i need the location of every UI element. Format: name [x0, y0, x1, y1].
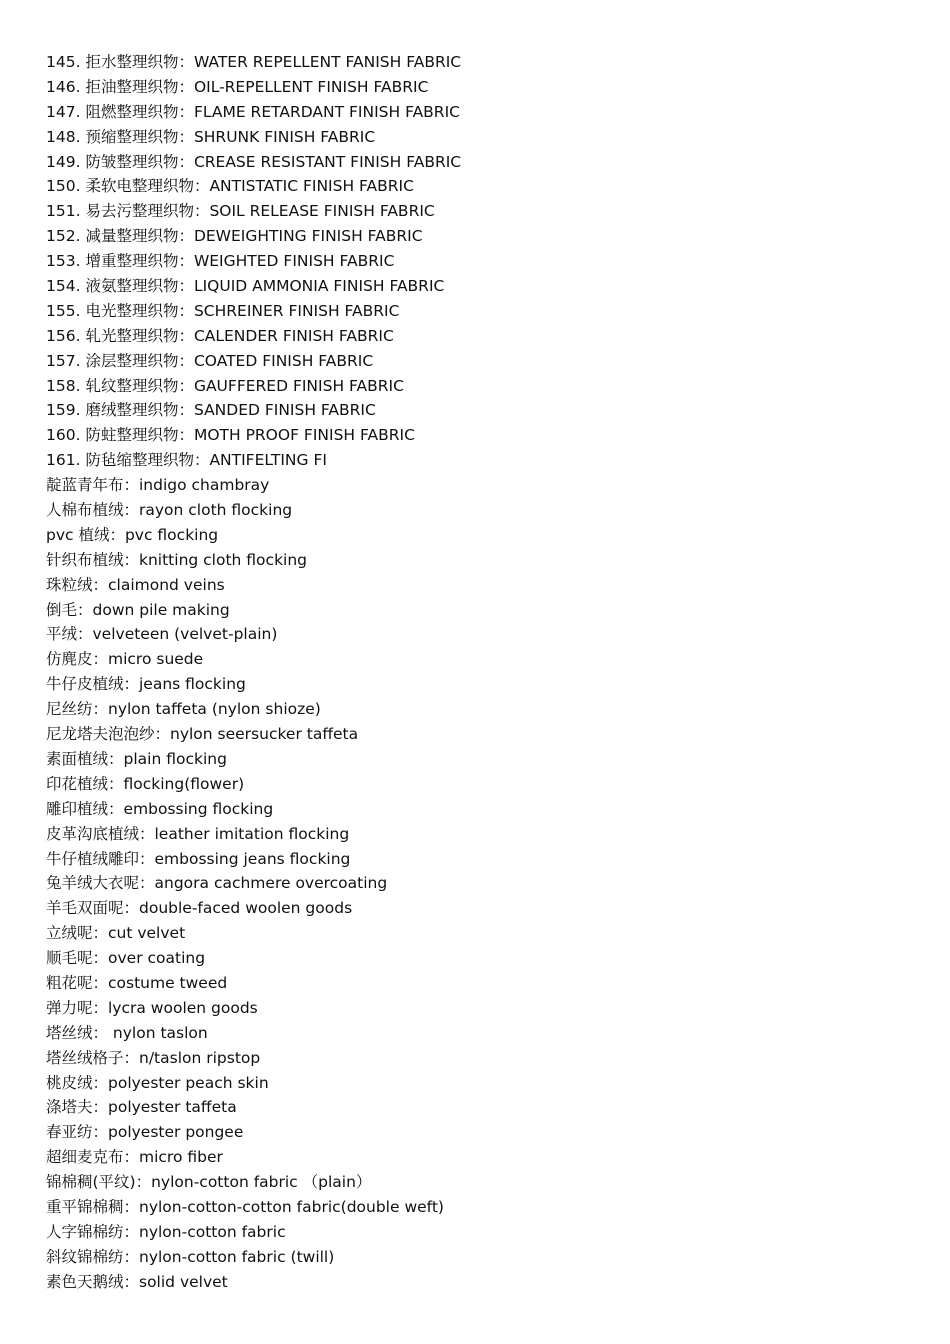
glossary-line: pvc 植绒：pvc flocking	[46, 525, 219, 544]
glossary-line: 148. 预缩整理织物：SHRUNK FINISH FABRIC	[46, 127, 376, 146]
glossary-line: 仿麂皮：micro suede	[46, 650, 204, 669]
glossary-line: 兔羊绒大衣呢：angora cachmere overcoating	[46, 874, 388, 893]
glossary-line: 147. 阻燃整理织物：FLAME RETARDANT FINISH FABRIC	[46, 102, 460, 121]
glossary-line: 牛仔皮植绒：jeans flocking	[46, 675, 246, 694]
glossary-list	[46, 50, 461, 1295]
glossary-line: 粗花呢：costume tweed	[46, 973, 228, 992]
glossary-line: 尼丝纺：nylon taffeta (nylon shioze)	[46, 700, 321, 719]
glossary-line: 立绒呢：cut velvet	[46, 924, 186, 943]
glossary-line: 印花植绒：flocking(flower)	[46, 774, 245, 793]
glossary-line: 146. 拒油整理织物：OIL-REPELLENT FINISH FABRIC	[46, 77, 429, 96]
glossary-line: 涤塔夫：polyester taffeta	[46, 1098, 237, 1117]
glossary-line: 160. 防蛀整理织物：MOTH PROOF FINISH FABRIC	[46, 426, 415, 445]
glossary-line: 素色天鹅绒：solid velvet	[46, 1272, 228, 1291]
glossary-line: 153. 增重整理织物：WEIGHTED FINISH FABRIC	[46, 252, 395, 271]
glossary-line: 156. 轧光整理织物：CALENDER FINISH FABRIC	[46, 326, 394, 345]
glossary-line: 斜纹锦棉纺：nylon-cotton fabric (twill)	[46, 1247, 335, 1266]
glossary-line: 桃皮绒：polyester peach skin	[46, 1073, 269, 1092]
glossary-line: 155. 电光整理织物：SCHREINER FINISH FABRIC	[46, 301, 400, 320]
glossary-line: 149. 防皱整理织物：CREASE RESISTANT FINISH FABRIC	[46, 152, 462, 171]
glossary-line: 超细麦克布：micro fiber	[46, 1148, 223, 1167]
glossary-line: 159. 磨绒整理织物：SANDED FINISH FABRIC	[46, 401, 376, 420]
glossary-line: 倒毛：down pile making	[46, 600, 230, 619]
glossary-line: 雕印植绒：embossing flocking	[46, 799, 274, 818]
glossary-line: 皮革沟底植绒：leather imitation flocking	[46, 824, 350, 843]
glossary-line: 152. 减量整理织物：DEWEIGHTING FINISH FABRIC	[46, 227, 423, 246]
glossary-line: 人字锦棉纺：nylon-cotton fabric	[46, 1222, 286, 1241]
glossary-line: 珠粒绒：claimond veins	[46, 575, 225, 594]
glossary-line: 锦棉稠(平纹)：nylon-cotton fabric （plain）	[46, 1173, 372, 1192]
glossary-line: 春亚纺：polyester pongee	[46, 1123, 244, 1142]
glossary-line: 塔丝绒格子：n/taslon ripstop	[46, 1048, 261, 1067]
glossary-line: 靛蓝青年布：indigo chambray	[46, 476, 270, 495]
glossary-line: 顺毛呢：over coating	[46, 949, 206, 968]
glossary-line: 平绒：velveteen (velvet-plain)	[46, 625, 278, 644]
glossary-line: 151. 易去污整理织物：SOIL RELEASE FINISH FABRIC	[46, 202, 435, 221]
glossary-line: 塔丝绒： nylon taslon	[46, 1023, 208, 1042]
glossary-line: 弹力呢：lycra woolen goods	[46, 998, 258, 1017]
glossary-line: 素面植绒：plain flocking	[46, 749, 227, 768]
glossary-line: 157. 涂层整理织物：COATED FINISH FABRIC	[46, 351, 374, 370]
glossary-line: 针织布植绒：knitting cloth flocking	[46, 550, 308, 569]
glossary-line: 158. 轧纹整理织物：GAUFFERED FINISH FABRIC	[46, 376, 404, 395]
glossary-line: 牛仔植绒雕印：embossing jeans flocking	[46, 849, 351, 868]
glossary-line: 154. 液氨整理织物：LIQUID AMMONIA FINISH FABRIC	[46, 277, 445, 296]
glossary-line: 150. 柔软电整理织物：ANTISTATIC FINISH FABRIC	[46, 177, 414, 196]
glossary-line: 重平锦棉稠：nylon-cotton-cotton fabric(double weft)	[46, 1197, 444, 1216]
glossary-line: 161. 防毡缩整理织物：ANTIFELTING FI	[46, 451, 327, 470]
glossary-line: 145. 拒水整理织物：WATER REPELLENT FANISH FABRIC	[46, 53, 462, 71]
glossary-line: 羊毛双面呢：double-faced woolen goods	[46, 899, 353, 918]
glossary-line: 人棉布植绒：rayon cloth flocking	[46, 501, 293, 520]
glossary-line: 尼龙塔夫泡泡纱：nylon seersucker taffeta	[46, 725, 359, 744]
